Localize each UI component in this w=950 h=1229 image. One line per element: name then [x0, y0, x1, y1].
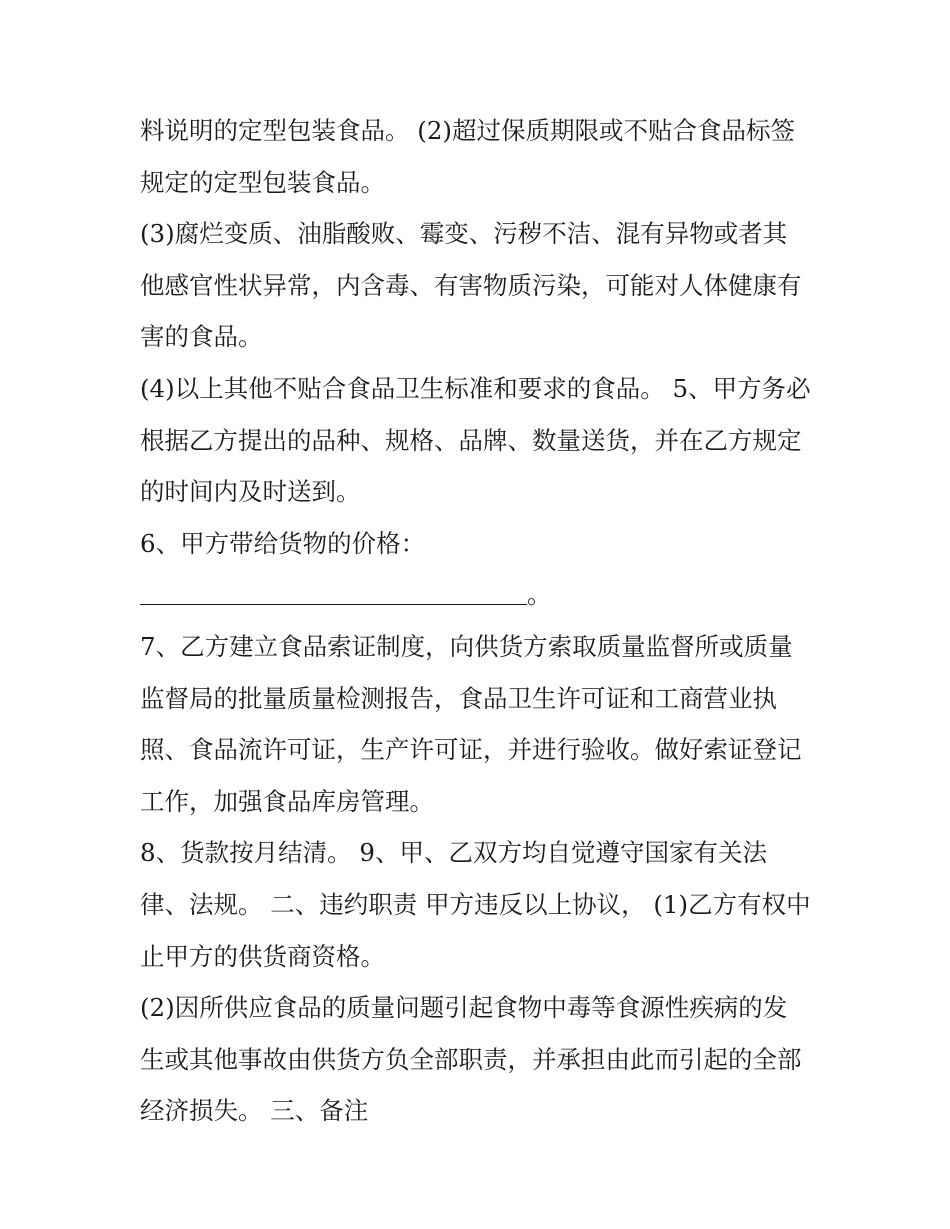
text-line-20: 经济损失。 三、备注: [140, 1096, 369, 1126]
text-line-14: 工作，加强食品库房管理。: [140, 786, 434, 816]
document-body: [140, 108, 820, 1140]
text-line-17: 止甲方的供货商资格。: [140, 941, 385, 971]
text-line-10: 。: [527, 580, 552, 610]
text-line-5: 害的食品。: [140, 322, 263, 352]
text-line-4: 他感官性状异常，内含毒、有害物质污染，可能对人体健康有: [140, 270, 802, 300]
text-line-1: 料说明的定型包装食品。 (2)超过保质期限或不贴合食品标签: [140, 116, 795, 145]
text-line-13: 照、食品流许可证，生产许可证，并进行验收。做好索证登记: [140, 735, 802, 765]
text-line-11: 7、乙方建立食品索证制度，向供货方索取质量监督所或质量: [140, 631, 793, 661]
text-line-19: 生或其他事故由供货方负全部职责，并承担由此而引起的全部: [140, 1044, 802, 1074]
fill-in-blank: [140, 580, 527, 605]
text-line-16: 律、法规。 二、违约职责 甲方违反以上协议， (1)乙方有权中: [140, 889, 811, 919]
text-line-3: (3)腐烂变质、油脂酸败、霉变、污秽不洁、混有异物或者其: [140, 219, 788, 249]
text-line-7: 根据乙方提出的品种、规格、品牌、数量送货，并在乙方规定: [140, 425, 802, 455]
text-line-9: 6、甲方带给货物的价格：: [140, 528, 426, 558]
text-line-6: (4)以上其他不贴合食品卫生标准和要求的食品。 5、甲方务必: [140, 373, 811, 403]
text-line-2: 规定的定型包装食品。: [140, 167, 385, 197]
text-line-12: 监督局的批量质量检测报告，食品卫生许可证和工商营业执: [140, 683, 777, 713]
text-line-8: 的时间内及时送到。: [140, 477, 361, 507]
price-blank-line: [140, 572, 820, 624]
text-line-15: 8、货款按月结清。 9、甲、乙双方均自觉遵守国家有关法: [140, 838, 767, 868]
text-line-18: (2)因所供应食品的质量问题引起食物中毒等食源性疾病的发: [140, 993, 788, 1023]
